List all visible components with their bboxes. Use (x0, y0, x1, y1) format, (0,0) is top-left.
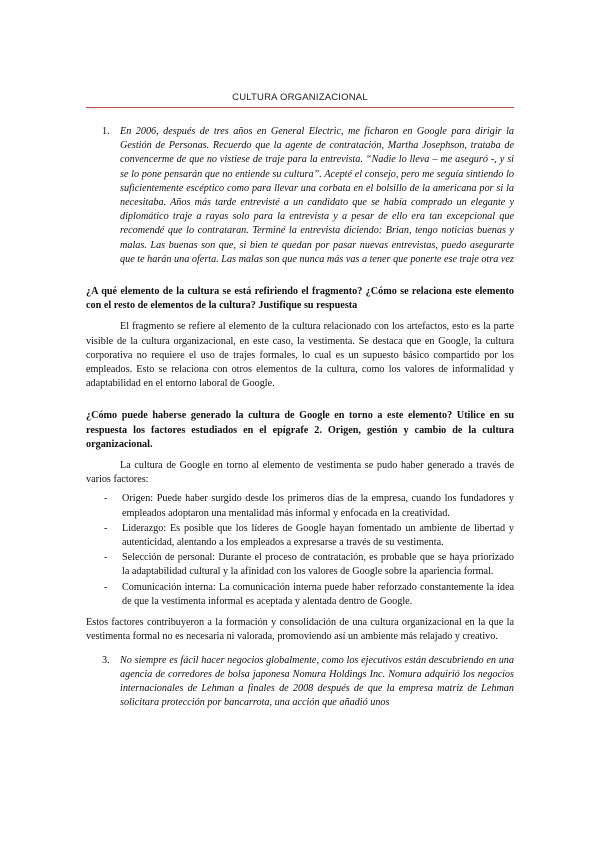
question-1: ¿A qué elemento de la cultura se está refiriendo el fragmento? ¿Cómo se relaciona este elemento con el resto de elementos de la cultura? Justifique su respuesta (86, 286, 514, 312)
answer-1: El fragmento se refiere al elemento de la cultura relacionado con los artefactos, esto es la parte visible de la cultura organizacional, en este caso, la vestimenta. Se destaca que en Google, la cultura corporativa no requiere el uso de trajes formales, lo cual es un supuesto básico compartido por los empleados. Esto se relaciona con otros elementos de la cultura, como los valores de informalidad y adaptabilidad en el entorno laboral de Google. (86, 321, 514, 390)
list-item-text: Liderazgo: Es posible que los líderes de Google hayan fomentado un ambiente de libertad y autenticidad, alentando a los empleados a expresarse a través de su vestimenta. (122, 522, 514, 549)
list-item (86, 551, 514, 579)
list-item (86, 492, 514, 520)
list-dash: - (104, 581, 108, 593)
item-number: 3. (102, 654, 110, 666)
item-number: 1. (102, 126, 110, 137)
header-divider (86, 107, 514, 108)
question-2: ¿Cómo puede haberse generado la cultura de Google en torno a este elemento? Utilice en su respuesta los factores estudiados en el epígrafe 2. Origen, gestión y cambio de la cultura organizacional. (86, 410, 514, 450)
case-text: No siempre es fácil hacer negocios globalmente, como los ejecutivos están descubriendo en una agencia de corredores de bolsa japonesa Nomura Holdings Inc. Nomura adquirió los negocios internacionales de Lehman a finales de 2008 después de que la empresa matriz de Lehman solicitara protección por bancarrota, una acción que añadió unos (120, 654, 514, 709)
document-body (86, 125, 514, 710)
list-dash: - (104, 522, 108, 534)
list-item (86, 581, 514, 609)
case-text: En 2006, después de tres años en General Electric, me ficharon en Google para dirigir la Gestión de Personas. Recuerdo que la agente de contratación, Martha Josephson, trataba de convencerme de que no vistiese de traje para la entrevista. “Nadie lo lleva – me aseguró -, y si se lo pone pensarán que no entiende su cultura”. Acepté el consejo, pero me seguía sintiendo lo suficientemente escéptico como para llevar una corbata en el bolsillo de la americana por si la necesitaba. Años más tarde entrevisté a un candidato que se había comprado un elegante y diplomático traje a rayas solo para la entrevista y a pesar de ello era tan excepcional que recomendé que lo contrataran. Terminé la entrevista diciendo: Brian, tengo noticias buenas y malas. Las buenas son que, si bien te quedan por pasar nuevas entrevistas, puedo asegurarte que te harán una oferta. Las malas son que nunca más vas a tener que ponerte ese traje otra vez (120, 126, 514, 265)
factor-list (86, 492, 514, 609)
page-header-title: CULTURA ORGANIZACIONAL (232, 92, 368, 103)
list-dash: - (104, 493, 108, 505)
list-dash: - (104, 552, 108, 564)
list-item-text: Selección de personal: Durante el proceso de contratación, es probable que se haya priorizado la adaptabilidad cultural y la afinidad con los valores de Google sobre la apariencia formal. (122, 552, 514, 578)
list-item-text: Origen: Puede haber surgido desde los primeros días de la empresa, cuando los fundadores y empleados adoptaron una mentalidad más informal y enfocada en la creatividad. (122, 493, 514, 519)
list-item-text: Comunicación interna: La comunicación interna puede haber reforzado constantemente la idea de que la vestimenta informal es aceptada y alentada dentro de Google. (122, 581, 514, 607)
case-item-3 (102, 654, 514, 711)
case-item-1 (102, 125, 514, 267)
list-item (86, 522, 514, 550)
answer-2-intro: La cultura de Google en torno al elemento de vestimenta se pudo haber generado a través de varios factores: (86, 460, 514, 486)
answer-2-conclusion: Estos factores contribuyeron a la formación y consolidación de una cultura organizacional en la que la vestimenta formal no es necesaria ni valorada, promoviendo así un ambiente más relajado y creativo. (86, 617, 514, 643)
